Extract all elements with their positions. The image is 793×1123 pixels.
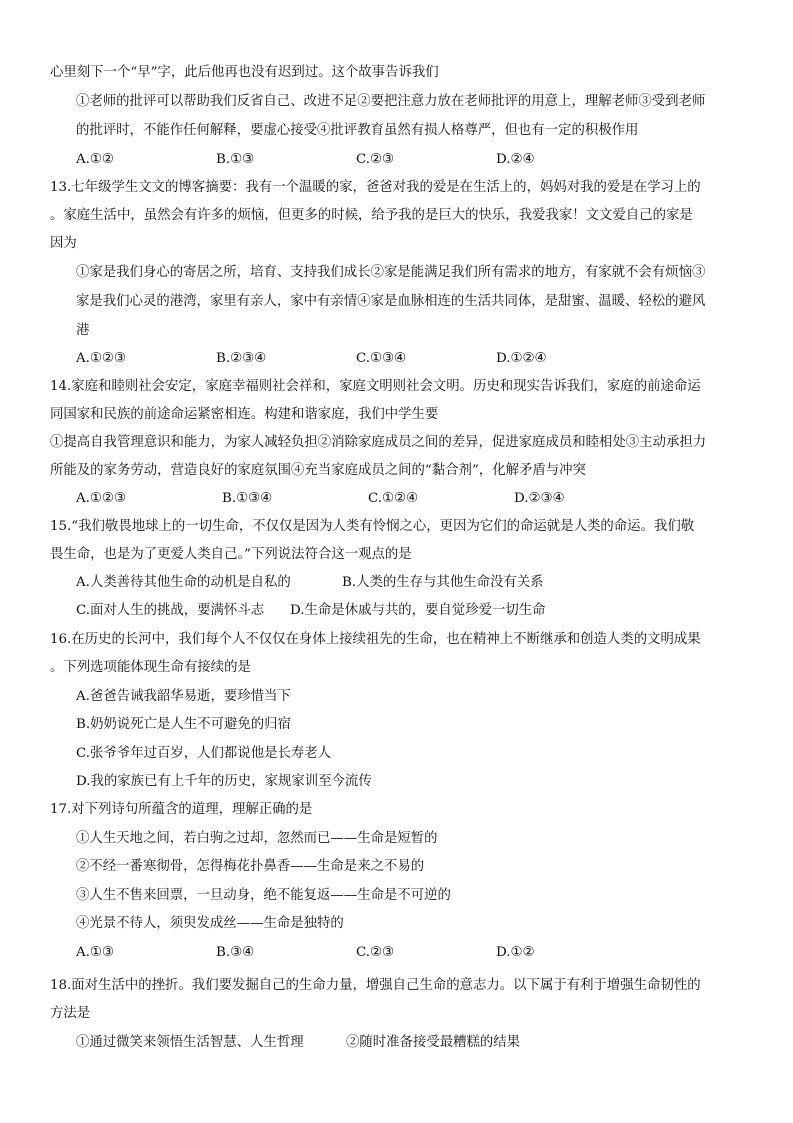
q15-option-a: A.人类善待其他生命的动机是自私的 <box>76 575 291 590</box>
q16-option-d: D.我的家族已有上千年的历史，家规家训至今流传 <box>76 774 372 789</box>
intro-line-3: 的批评时，不能作任何解释，要虚心接受④批评教育虽然有损人格尊严，但也有一定的积极作用 <box>76 123 639 138</box>
q18-statement-2: ②随时准备接受最糟糕的结果 <box>346 1035 521 1050</box>
q17-option-b: B.③④ <box>216 945 255 960</box>
q16-option-c: C.张爷爷年过百岁，人们都说他是长寿老人 <box>76 746 332 761</box>
q14-option-b: B.①③④ <box>222 491 273 506</box>
intro-option-b: B.①③ <box>216 152 255 167</box>
q17-statement-1: ①人生天地之间，若白驹之过却，忽然而已——生命是短暂的 <box>76 831 438 846</box>
q18-statement-1: ①通过微笑来领悟生活智慧、人生哲理 <box>76 1035 304 1050</box>
q14-line-3: ①提高自我管理意识和能力，为家人减轻负担②消除家庭成员之间的差异，促进家庭成员和睦相处③主动承担力 <box>50 435 707 450</box>
q13-option-b: B.②③④ <box>216 351 267 366</box>
q13-line-5: 家是我们心灵的港湾，家里有亲人，家中有亲情④家是血脉相连的生活共同体，是甜蜜、温暖、轻松的避风 <box>76 294 706 309</box>
intro-option-c: C.②③ <box>356 152 395 167</box>
q15-line-2: 畏生命，也是为了更爱人类自己。”下列说法符合这一观点的是 <box>50 547 412 562</box>
q17-statement-4: ④光景不待人，须臾发成丝——生命是独特的 <box>76 916 344 931</box>
q15-line-1: 15.“我们敬畏地球上的一切生命，不仅仅是因为人类有怜悯之心，更因为它们的命运就是人类的命运。我们敬 <box>50 519 695 534</box>
q16-option-a: A.爸爸告诫我韶华易逝，要珍惜当下 <box>76 689 291 704</box>
q14-option-d: D.②③④ <box>514 491 565 506</box>
q17-statement-2: ②不经一番寒彻骨，怎得梅花扑鼻香——生命是来之不易的 <box>76 859 425 874</box>
intro-line-1: 心里刻下一个“早”字，此后他再也没有迟到过。这个故事告诉我们 <box>50 65 439 80</box>
q13-line-2: 。家庭生活中，虽然会有许多的烦恼，但更多的时候，给予我的是巨大的快乐，我爱我家！文文爱自己的家是 <box>50 208 693 223</box>
q17-line-1: 17.对下列诗句所蕴含的道理，理解正确的是 <box>50 802 313 817</box>
q18-line-1: 18.面对生活中的挫折。我们要发掘自己的生命力量，增强自己生命的意志力。以下属于有利于增强生命韧性的 <box>50 978 701 993</box>
q13-option-c: C.①③④ <box>356 351 407 366</box>
q13-line-1: 13.七年级学生文文的博客摘要：我有一个温暖的家，爸爸对我的爱是在生活上的，妈妈对我的爱是在学习上的 <box>50 180 701 195</box>
q13-option-a: A.①②③ <box>76 351 126 366</box>
q17-statement-3: ③人生不售来回票，一旦动身，绝不能复返——生命是不可逆的 <box>76 888 451 903</box>
q14-option-c: C.①②④ <box>368 491 419 506</box>
q15-option-c: C.面对人生的挑战，要满怀斗志 <box>76 603 265 618</box>
q17-option-d: D.①② <box>496 945 535 960</box>
q13-line-6: 港 <box>76 323 90 338</box>
intro-option-a: A.①② <box>76 152 114 167</box>
q14-line-2: 同国家和民族的前途命运紧密相连。构建和谐家庭，我们中学生要 <box>50 407 439 422</box>
q13-line-3: 因为 <box>50 236 77 251</box>
q13-line-4: ①家是我们身心的寄居之所，培育、支持我们成长②家是能满足我们所有需求的地方，有家就不会有烦恼③ <box>76 265 706 280</box>
q14-option-a: A.①②③ <box>76 491 126 506</box>
q16-line-1: 16.在历史的长河中，我们每个人不仅仅在身体上接续祖先的生命，也在精神上不断继承和创造人类的文明成果 <box>50 632 701 647</box>
q16-option-b: B.奶奶说死亡是人生不可避免的归宿 <box>76 717 291 732</box>
q15-option-b: B.人类的生存与其他生命没有关系 <box>342 575 544 590</box>
q15-option-d: D.生命是休戚与共的，要自觉珍爱一切生命 <box>290 603 546 618</box>
q14-line-1: 14.家庭和睦则社会安定，家庭幸福则社会祥和，家庭文明则社会文明。历史和现实告诉我们，家庭的前途命运 <box>50 379 701 394</box>
q16-line-2: 。下列选项能体现生命有接续的是 <box>50 660 251 675</box>
q14-line-4: 所能及的家务劳动，营造良好的家庭氛围④充当家庭成员之间的“黏合剂”，化解矛盾与冲突 <box>50 463 586 478</box>
q18-line-2: 方法是 <box>50 1006 91 1021</box>
intro-option-d: D.②④ <box>496 152 535 167</box>
q17-option-a: A.①③ <box>76 945 114 960</box>
q17-option-c: C.②③ <box>356 945 395 960</box>
intro-line-2: ①老师的批评可以帮助我们反省自己、改进不足②要把注意力放在老师批评的用意上，理解老师③受到老师 <box>76 94 706 109</box>
q13-option-d: D.①②④ <box>496 351 547 366</box>
